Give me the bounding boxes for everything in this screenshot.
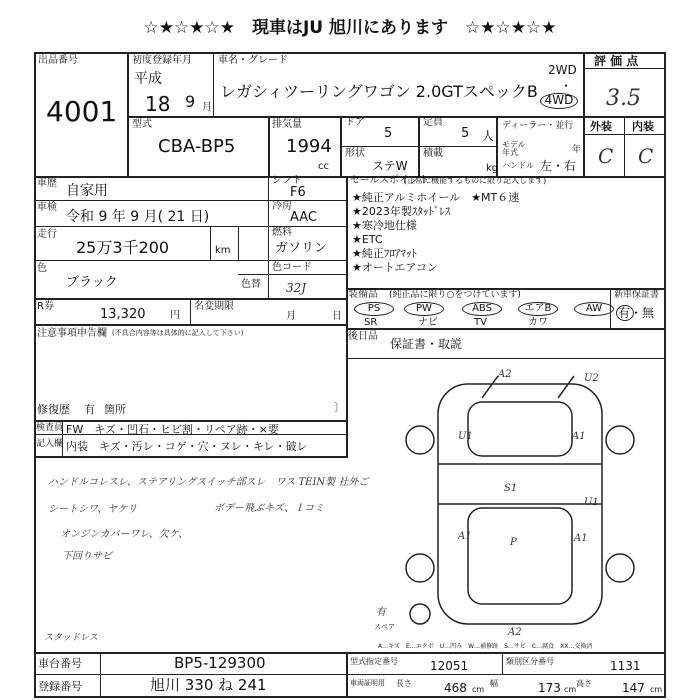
equipment-item: SR	[364, 317, 378, 328]
mark-a2-bottom: A2	[508, 627, 522, 638]
after-value: 保証書・取説	[390, 337, 463, 351]
color-value: ブラック	[66, 275, 118, 290]
mark-u2: U2	[584, 373, 599, 384]
mark-u1-l: U1	[458, 431, 473, 442]
note-6: スタッドレス	[44, 633, 98, 643]
drive-2wd: 2WD	[548, 63, 577, 77]
ext-label: 外装	[590, 120, 612, 133]
mark-p: P	[510, 537, 517, 548]
insp-label: 車検	[37, 202, 57, 213]
sales-item: ★オートエアコン	[352, 261, 438, 274]
warranty-value: 有・無	[618, 306, 655, 320]
mileage-value: 25万3千200	[76, 238, 170, 257]
shift-label: シフト	[272, 175, 302, 186]
mark-a1-r: A1	[572, 431, 586, 442]
repair-value: 有	[84, 403, 95, 416]
mark-s1: S1	[504, 483, 518, 494]
cap-unit: 人	[482, 129, 495, 143]
color-code-label: 色コード	[272, 262, 312, 273]
equip-label: 装備品	[348, 289, 378, 300]
doors-value: 5	[384, 126, 393, 141]
sales-item: ★純正アルミホイール ★MT６速	[352, 191, 520, 204]
equip-top-row	[350, 302, 610, 316]
shape-label: 形状	[345, 148, 365, 159]
model-year-label: モデル年式	[502, 140, 526, 157]
equipment-item: AW	[574, 302, 614, 316]
check-label1: 検査員	[36, 423, 64, 433]
namechange-label: 名変期限	[194, 301, 234, 312]
usage-label: 車歴	[37, 178, 57, 189]
aircon-label: 冷房	[272, 201, 292, 212]
equipment-item: ABS	[462, 302, 502, 316]
plate-value: 旭川 330 ね 241	[150, 676, 267, 694]
chassis-label: 車台番号	[38, 657, 82, 670]
equipment-item: PW	[404, 302, 444, 316]
namechange-day: 日	[332, 311, 342, 322]
int-grade: C	[638, 144, 654, 168]
reg-month: 9	[185, 92, 196, 111]
lot-label: 出品番号	[38, 55, 78, 66]
equipment-item: ナビ	[418, 317, 438, 328]
disp-unit: cc	[318, 161, 329, 172]
reg-year: 18	[145, 92, 171, 116]
check-row1: FW キズ・凹石・ヒビ割・リペア跡・×要	[66, 423, 279, 436]
reg-label: 初度登録年月	[132, 55, 192, 66]
cap-value: 5	[461, 126, 470, 141]
color-change-label: 色替	[241, 279, 261, 290]
cert-label: 車両証明用	[350, 679, 385, 687]
ext-grade: C	[598, 144, 614, 168]
check-row2: 内装 キズ・汚レ・コゲ・穴・ヌレ・キレ・破レ	[66, 440, 308, 453]
cert-hei-unit: cm	[650, 685, 663, 694]
equip-bottom-row	[350, 316, 610, 328]
repair-suffix: 箇所	[104, 403, 126, 416]
insp-value: 令和 9 年 9 月( 21 日)	[66, 209, 210, 225]
drive-dot: ・	[560, 79, 573, 93]
int-label: 内装	[632, 120, 654, 133]
notes-label: 注意事項申告欄	[37, 328, 107, 339]
dealer-label: ディーラー・並行	[502, 121, 574, 131]
load-unit: kg	[486, 163, 499, 174]
fuel-value: ガソリン	[275, 241, 328, 256]
equip-sub: (純正品に限り○をつけています)	[389, 290, 521, 300]
handle-label: ハンドル	[502, 161, 534, 170]
model-value: CBA-BP5	[158, 136, 236, 157]
color-code: 32J	[286, 281, 307, 295]
car-label: 車名・グレード	[218, 55, 288, 66]
sales-item: ★寒冷地仕様	[352, 219, 417, 232]
disp-label: 排気量	[272, 119, 302, 130]
reg-month-unit: 月	[202, 102, 212, 113]
equipment-item: エアB	[518, 302, 558, 316]
equipment-item: TV	[474, 317, 487, 328]
classnum-label: 類別区分番号	[506, 657, 554, 666]
typenum-value: 12051	[430, 659, 469, 673]
lot-number: 4001	[46, 95, 118, 128]
sales-item: ★ETC	[352, 233, 383, 246]
cert-wid-label: 幅	[490, 679, 498, 688]
cert-wid-unit: cm	[564, 685, 577, 694]
namechange-month: 月	[286, 311, 296, 322]
usage-value: 自家用	[66, 183, 108, 199]
note-3: ボデー飛ぶキズ、１コミ	[214, 503, 325, 514]
load-label: 積載	[423, 148, 443, 159]
car-name: レガシィツーリングワゴン 2.0GTスペックB	[220, 82, 538, 101]
mileage-label: 走行	[37, 229, 57, 240]
note-5: 下回りサビ	[62, 551, 112, 562]
note-4: オンジンカバーワレ、欠ケ、	[60, 529, 188, 540]
equipment-item: PS	[354, 302, 394, 316]
plate-label: 登録番号	[38, 680, 82, 693]
reg-era: 平成	[134, 71, 162, 87]
recycle-value: 13,320	[100, 307, 146, 322]
note-1: ハンドルコレスレ、ステアリングスイッチ部スレ ワス TEIN製 社外ご	[48, 477, 369, 488]
aircon-value: AAC	[290, 210, 317, 225]
cert-wid: 173	[538, 681, 561, 695]
warranty-label: 新車保証書	[614, 290, 660, 300]
recycle-unit: 円	[170, 310, 180, 321]
shape-value: ステW	[372, 159, 408, 173]
repair-label: 修復歴	[37, 403, 70, 416]
mark-u1-r: U1	[584, 497, 599, 508]
after-label: 後日品	[348, 331, 378, 342]
notes-sub: (不具合内容等は具体的に記入して下さい)	[112, 329, 244, 337]
cert-len: 468	[444, 681, 467, 695]
header-banner: ☆★☆★☆★ 現車はJU 旭川にあります ☆★☆★☆★	[143, 18, 557, 38]
mileage-unit: km	[215, 245, 231, 256]
disp-value: 1994	[286, 136, 332, 157]
classnum-value: 1131	[610, 659, 641, 673]
model-label: 型式	[132, 119, 152, 130]
grade-value: 3.5	[606, 86, 641, 111]
cert-hei-label: 高さ	[576, 679, 592, 688]
equipment-item: カワ	[528, 317, 548, 328]
grade-label: 評 価 点	[594, 54, 639, 68]
recycle-label: R券	[37, 301, 54, 312]
spare-label: スペア	[374, 623, 395, 631]
legend: A…キズ E…エクボ U…凹み W…補修跡 S…サビ C…腐食 XX…交換済	[378, 643, 593, 650]
color-label: 色	[37, 263, 47, 274]
warranty-circle	[616, 305, 634, 321]
shift-value: F6	[290, 185, 306, 200]
mark-a1-l: A1	[458, 531, 472, 542]
handle-value: 左・右	[540, 159, 577, 173]
car-damage-diagram	[398, 368, 660, 630]
cert-len-unit: cm	[472, 685, 485, 694]
doors-label: ドア	[345, 117, 365, 128]
typenum-label: 型式指定番号	[350, 657, 398, 666]
repair-bracket: 〕	[334, 401, 345, 414]
chassis-value: BP5-129300	[174, 654, 266, 672]
check-label2: 記入欄	[36, 439, 64, 449]
spare-mark: 有	[376, 607, 386, 618]
sales-item: ★純正ﾌﾛｱﾏｯﾄ	[352, 247, 417, 260]
model-year-unit: 年	[572, 145, 582, 155]
sales-label: セールスポイント	[350, 175, 430, 186]
fuel-label: 燃料	[272, 227, 292, 238]
mark-a2-top: A2	[498, 369, 512, 380]
cap-label: 定員	[423, 117, 443, 128]
sales-item: ★2023年製ｽﾀｯﾄﾞﾚｽ	[352, 205, 451, 218]
cert-hei: 147	[622, 681, 645, 695]
mark-a1-rr: A1	[574, 533, 588, 544]
drive-4wd: 4WD	[540, 93, 578, 109]
cert-len-label: 長さ	[396, 679, 412, 688]
note-2: シートシワ、ヤケリ	[48, 504, 138, 515]
sales-sub: (正常に機能するものに限り記入します)	[404, 176, 547, 185]
